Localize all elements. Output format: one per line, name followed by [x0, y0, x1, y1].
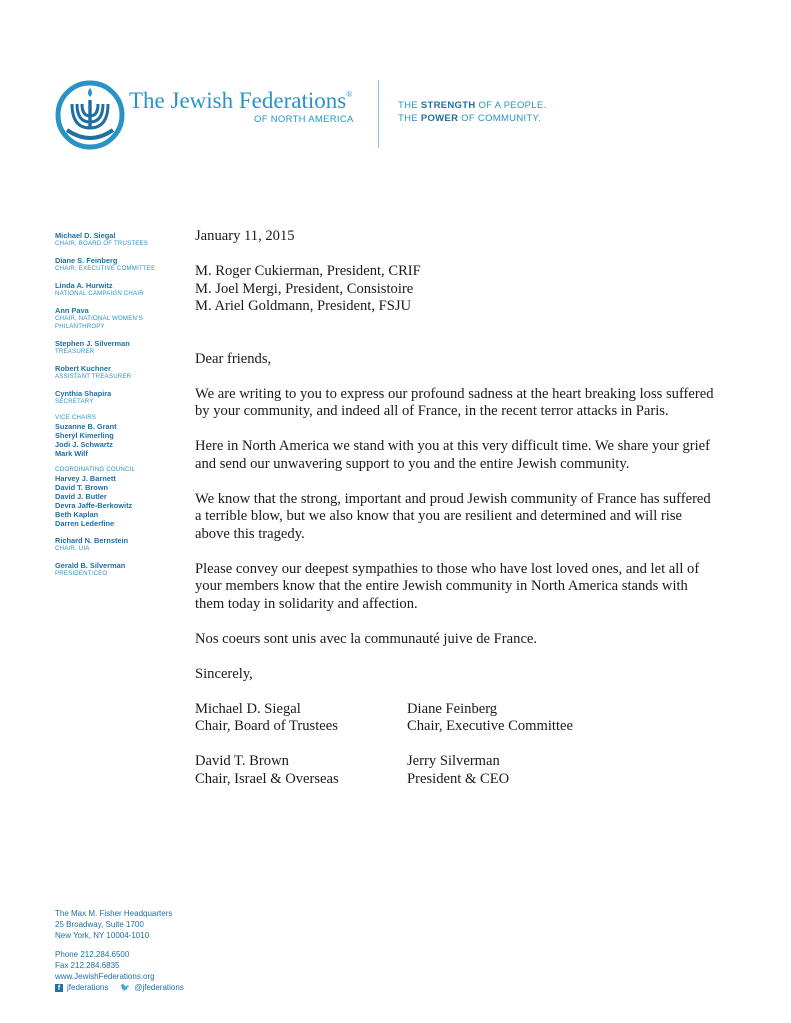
signatory-name: Jerry Silverman — [407, 753, 500, 769]
council-member-name: Beth Kaplan — [55, 510, 99, 519]
signatory-title: Chair, Board of Trustees — [195, 718, 338, 734]
council-member-name: Devra Jaffe-Berkowitz — [55, 501, 133, 510]
leader-entry — [55, 231, 185, 248]
facebook-icon: f — [55, 984, 63, 992]
phone-number: Phone 212.284.6500 — [55, 950, 130, 959]
signatory-title: President & CEO — [407, 770, 510, 787]
vice-chair-name: Sheryl Kimerling — [55, 431, 114, 440]
paragraph: Please convey our deepest sympathies to those who have lost loved ones, and let all of your members know that the entire Jewish community in North America stands with them today in solidarity and affection. — [195, 560, 700, 612]
twitter-handle[interactable]: @jfederations — [134, 983, 184, 992]
address-line: The Max M. Fisher Headquarters — [55, 909, 173, 918]
paragraph: Here in North America we stand with you at this very difficult time. We share your grief and send our unwavering support to you and the entire Jewish community. — [195, 438, 711, 472]
leader-title: NATIONAL CAMPAIGN CHAIR — [55, 290, 144, 297]
signatures — [195, 701, 715, 789]
signatory — [407, 701, 667, 736]
coordinating-council-heading: COORDINATING COUNCIL — [55, 466, 136, 473]
leader-title: CHAIR, EXECUTIVE COMMITTEE — [55, 265, 156, 272]
signatory — [407, 753, 667, 788]
salutation: Dear friends, — [195, 350, 272, 367]
leader-title: CHAIR, UIA — [55, 545, 90, 552]
leader-name: Richard N. Bernstein — [55, 536, 129, 545]
letter-body — [195, 228, 715, 788]
leader-entry — [55, 364, 185, 381]
paragraph: We are writing to you to express our profound sadness at the heart breaking loss suffered by your community, and indeed all of France, in the recent terror attacks in Paris. — [195, 385, 714, 419]
leader-title: TREASURER — [55, 348, 95, 355]
social-links — [55, 982, 184, 993]
recipient-line: M. Joel Mergi, President, Consistoire — [195, 280, 414, 297]
vice-chairs-group — [55, 414, 185, 458]
leader-name: Gerald B. Silverman — [55, 561, 126, 570]
vice-chair-name: Mark Wilf — [55, 449, 88, 458]
fax-number: Fax 212.284.6835 — [55, 961, 120, 970]
tagline-1: THE STRENGTH OF A PEOPLE. — [398, 100, 547, 111]
council-member-name: Harvey J. Barnett — [55, 474, 116, 483]
website-link[interactable]: www.JewishFederations.org — [55, 972, 155, 981]
vice-chair-name: Suzanne B. Grant — [55, 422, 117, 431]
leader-entry — [55, 339, 185, 356]
letter-date: January 11, 2015 — [195, 228, 295, 244]
leader-entry — [55, 281, 185, 298]
address-line: New York, NY 10004-1010 — [55, 931, 150, 940]
leader-name: Ann Pava — [55, 306, 89, 315]
leader-name: Robert Kuchner — [55, 364, 111, 373]
signatory-name: David T. Brown — [195, 753, 289, 769]
twitter-icon: 🐦 — [120, 983, 131, 992]
leader-entry — [55, 389, 185, 406]
signatory-name: Michael D. Siegal — [195, 700, 301, 717]
menorah-globe-icon — [55, 80, 125, 150]
leader-name: Cynthia Shapira — [55, 389, 112, 398]
leadership-sidebar — [55, 231, 185, 586]
leader-name: Diane S. Feinberg — [55, 256, 118, 265]
address-line: 25 Broadway, Suite 1700 — [55, 920, 144, 929]
leader-title: CHAIR, BOARD OF TRUSTEES — [55, 240, 149, 247]
footer-contact — [55, 908, 184, 993]
org-subtitle: OF NORTH AMERICA — [254, 114, 354, 125]
vice-chair-name: Jodi J. Schwartz — [55, 440, 113, 449]
council-member-name: David J. Butler — [55, 492, 107, 501]
vice-chairs-heading: VICE CHAIRS — [55, 414, 97, 421]
tagline-2: THE POWER OF COMMUNITY. — [398, 113, 541, 124]
council-member-name: David T. Brown — [55, 483, 108, 492]
paragraph: Nos coeurs sont unis avec la communauté juive de France. — [195, 630, 538, 647]
leader-entry — [55, 536, 185, 553]
leader-name: Michael D. Siegal — [55, 231, 116, 240]
closing: Sincerely, — [195, 665, 253, 682]
leader-title: CHAIR, NATIONAL WOMEN’S PHILANTHROPY — [55, 315, 143, 330]
leader-entry — [55, 256, 185, 273]
recipient-line: M. Ariel Goldmann, President, FSJU — [195, 298, 412, 314]
council-member-name: Darren Lederfine — [55, 519, 115, 528]
leader-name: Linda A. Hurwitz — [55, 281, 113, 290]
leader-title: SECRETARY — [55, 398, 94, 405]
signatory-title: Chair, Executive Committee — [407, 718, 573, 734]
signatory — [195, 753, 407, 788]
leader-entry — [55, 561, 185, 578]
org-name: The Jewish Federations® — [129, 88, 353, 113]
coordinating-council-group — [55, 466, 185, 528]
signatory — [195, 701, 407, 736]
signatory-name: Diane Feinberg — [407, 700, 498, 717]
facebook-handle[interactable]: jfederations — [67, 983, 109, 992]
leader-name: Stephen J. Silverman — [55, 339, 130, 348]
leader-title: PRESIDENT/CEO — [55, 570, 108, 577]
recipient-line: M. Roger Cukierman, President, CRIF — [195, 263, 421, 279]
leader-title: ASSISTANT TREASURER — [55, 373, 132, 380]
signatory-title: Chair, Israel & Overseas — [195, 770, 339, 787]
leader-entry — [55, 306, 185, 331]
paragraph: We know that the strong, important and proud Jewish community of France has suffered a terrible blow, but we also know that you are resilient and determined and will rise above this tragedy. — [195, 490, 711, 542]
header-divider — [378, 80, 379, 148]
recipients — [195, 263, 715, 316]
